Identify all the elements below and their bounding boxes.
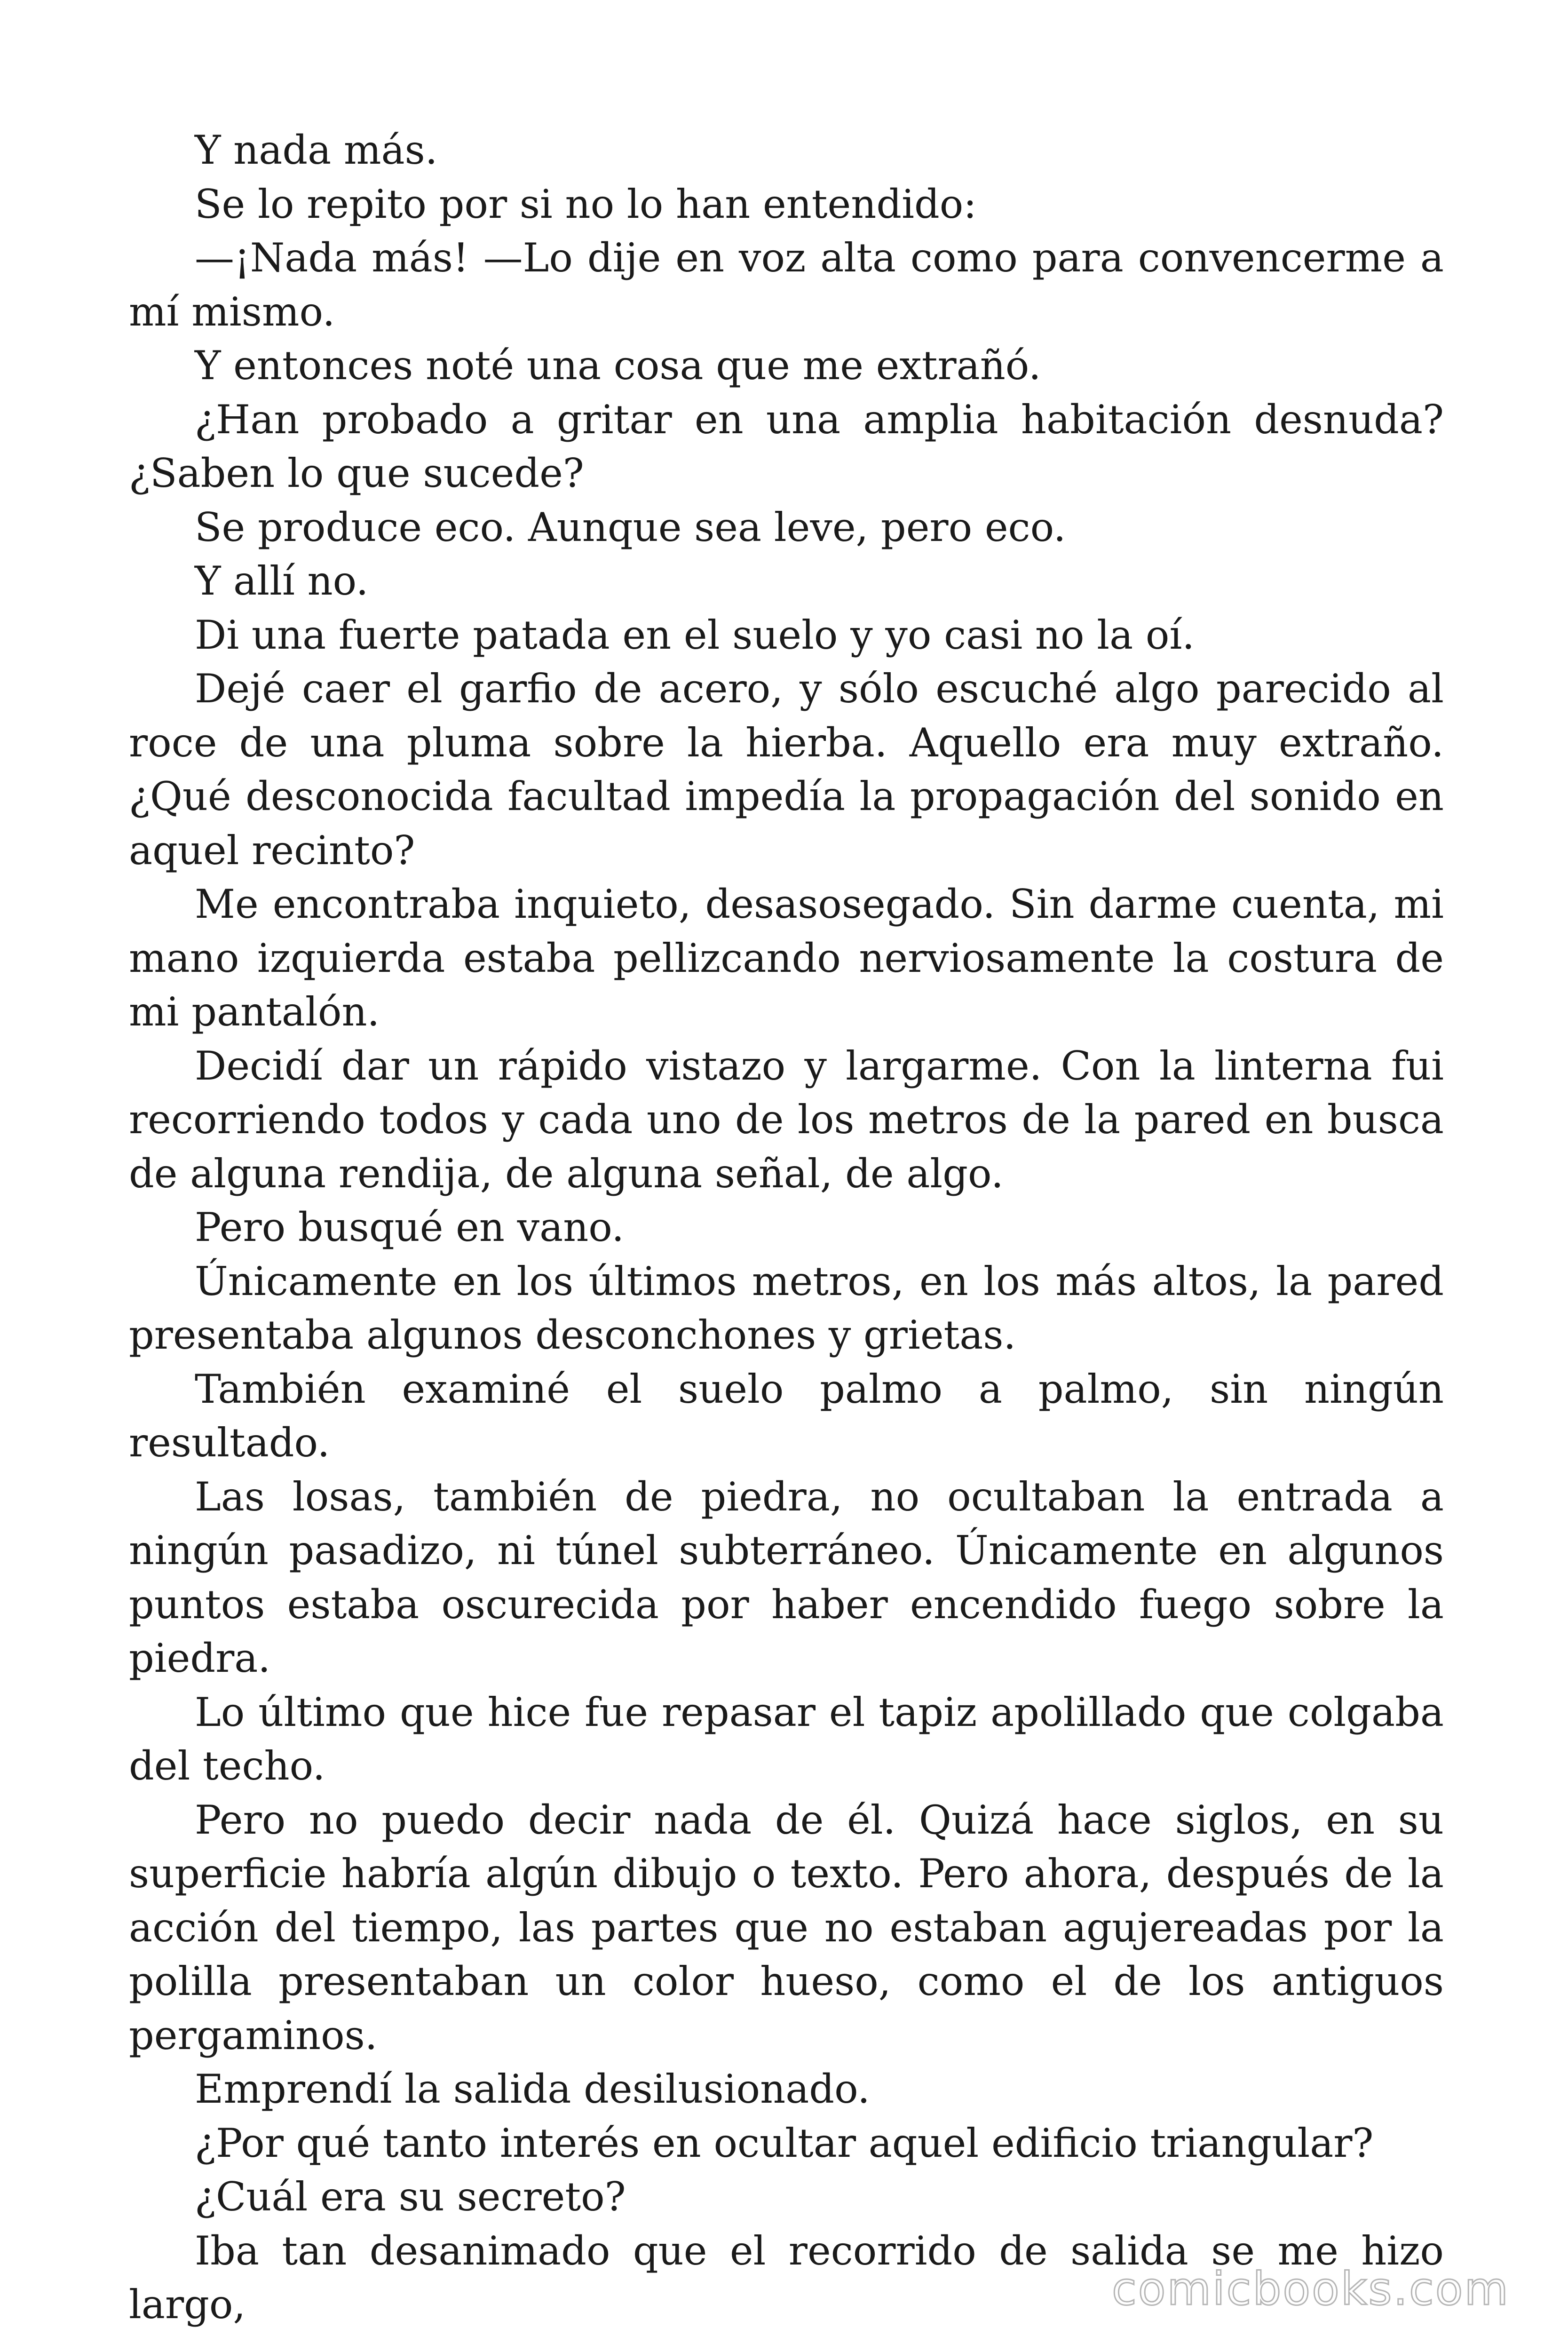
paragraph: Se lo repito por si no lo han entendido: [195, 181, 977, 227]
paragraph: Se produce eco. Aunque sea leve, pero eco. [195, 504, 1066, 550]
paragraph: —¡Nada más! —Lo dije en voz alta como para convencerme a mí mismo. [129, 235, 1444, 335]
paragraph: Y entonces noté una cosa que me extrañó. [195, 342, 1041, 389]
paragraph: Únicamente en los últimos metros, en los más altos, la pared presentaba algunos desconchones y grietas. [129, 1258, 1444, 1358]
paragraph: Lo último que hice fue repasar el tapiz apolillado que colgaba del techo. [129, 1689, 1444, 1789]
paragraph: ¿Cuál era su secreto? [195, 2174, 626, 2220]
watermark-text: comicbooks.com [1111, 2263, 1510, 2315]
paragraph: Iba tan desanimado que el recorrido de salida se me hizo largo, [129, 2227, 1444, 2328]
paragraph: Pero no puedo decir nada de él. Quizá hace siglos, en su superficie habría algún dibujo o texto. Pero ahora, después de la acción del tiempo, las partes que no estaban agujereadas por la polilla presentaban un color hueso, como el de los antiguos pergaminos. [129, 1796, 1444, 2058]
paragraph: Pero busqué en vano. [195, 1204, 625, 1250]
page-text-body [129, 123, 1444, 2332]
paragraph: Decidí dar un rápido vistazo y largarme. Con la linterna fui recorriendo todos y cada uno de los metros de la pared en busca de alguna rendija, de alguna señal, de algo. [129, 1042, 1444, 1197]
paragraph: También examiné el suelo palmo a palmo, sin ningún resultado. [129, 1366, 1444, 1466]
paragraph: Me encontraba inquieto, desasosegado. Sin darme cuenta, mi mano izquierda estaba pellizcando nerviosamente la costura de mi pantalón. [129, 881, 1444, 1035]
paragraph: Y allí no. [195, 558, 369, 604]
paragraph: ¿Por qué tanto interés en ocultar aquel edificio triangular? [195, 2120, 1374, 2166]
paragraph: Y nada más. [195, 127, 438, 173]
paragraph: ¿Han probado a gritar en una amplia habitación desnuda? ¿Saben lo que sucede? [129, 396, 1444, 496]
paragraph: Di una fuerte patada en el suelo y yo casi no la oí. [195, 612, 1195, 658]
paragraph: Dejé caer el garfio de acero, y sólo escuché algo parecido al roce de una pluma sobre la hierba. Aquello era muy extraño. ¿Qué desconocida facultad impedía la propagación del sonido en aquel recinto? [129, 666, 1444, 874]
paragraph: Las losas, también de piedra, no ocultaban la entrada a ningún pasadizo, ni túnel subterráneo. Únicamente en algunos puntos estaba oscurecida por haber encendido fuego sobre la piedra. [129, 1473, 1444, 1681]
paragraph: Emprendí la salida desilusionado. [195, 2066, 870, 2112]
